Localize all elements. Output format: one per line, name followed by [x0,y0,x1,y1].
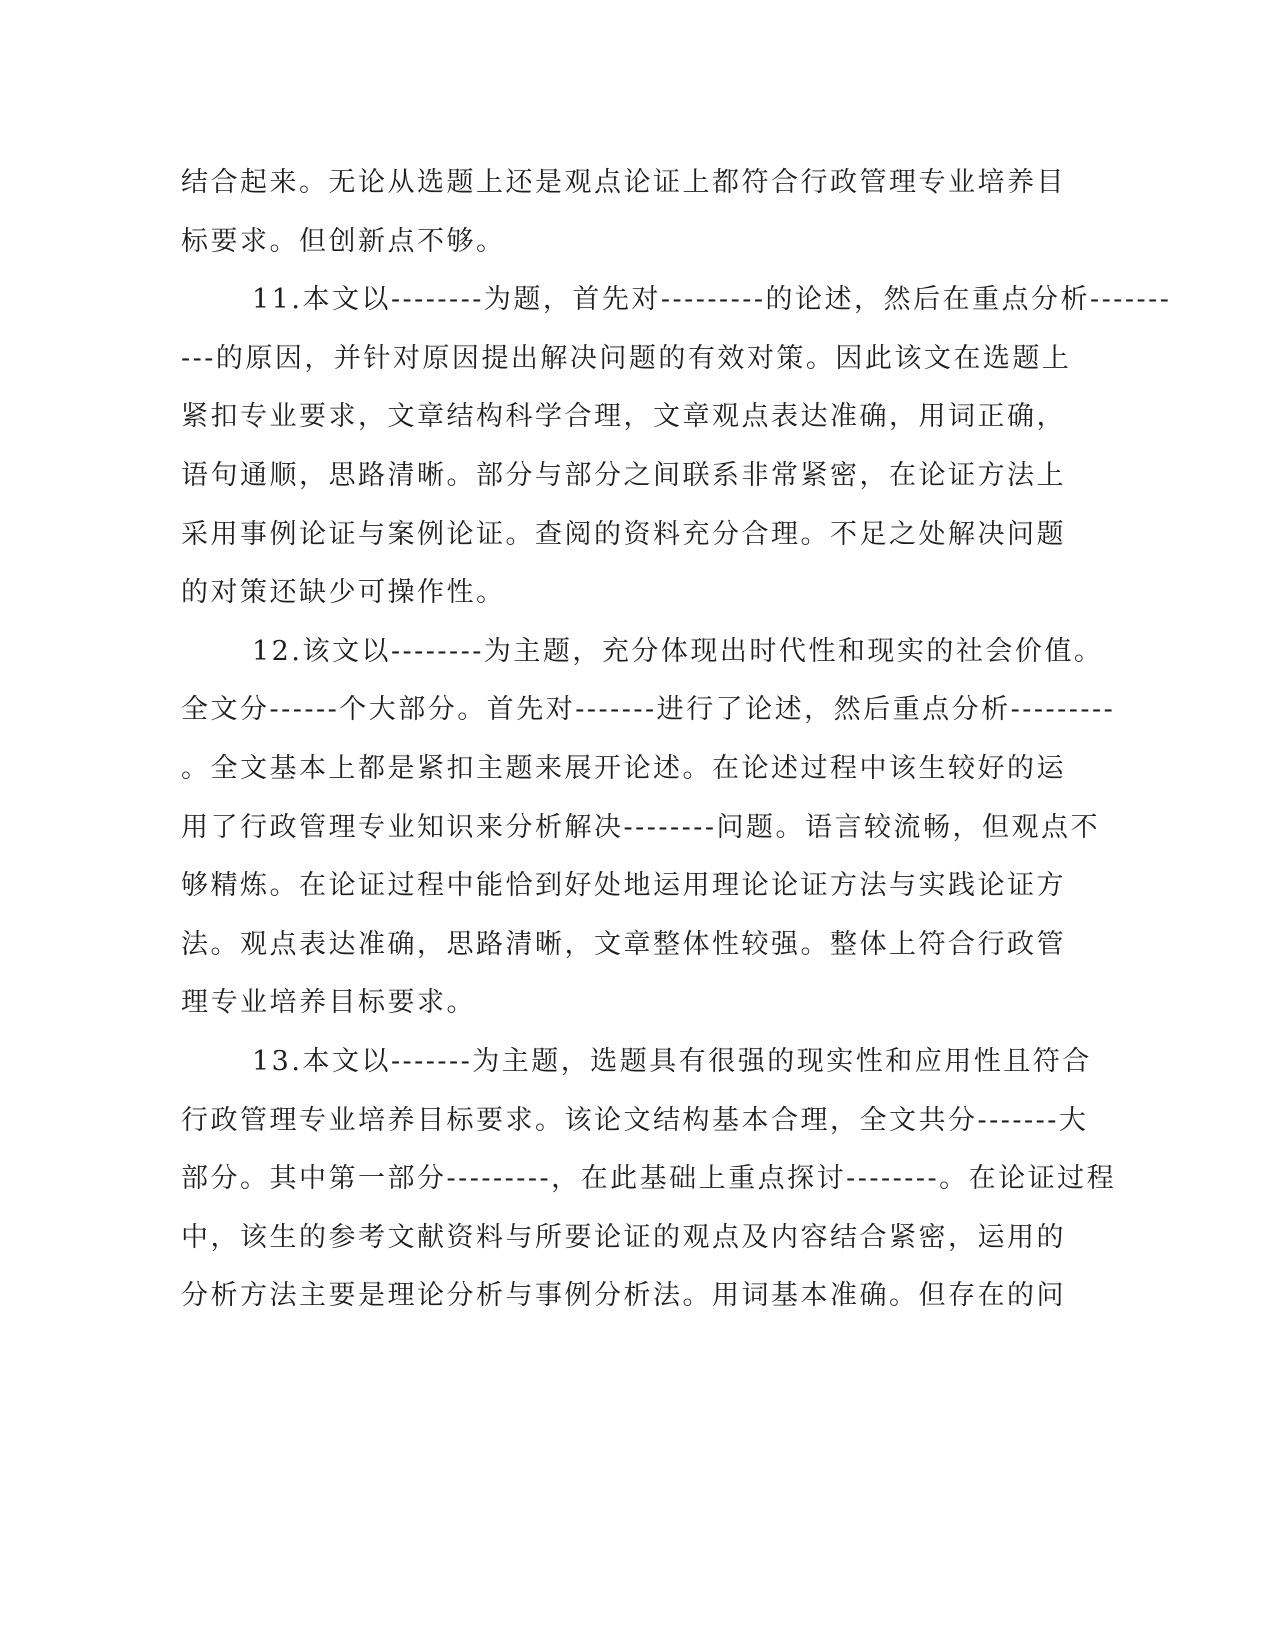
text-line: 采用事例论证与案例论证。查阅的资料充分合理。不足之处解决问题 [181,518,1066,550]
text-line: ---的原因，并针对原因提出解决问题的有效对策。因此该文在选题上 [181,342,1072,374]
text-line: 够精炼。在论证过程中能恰到好处地运用理论论证方法与实践论证方 [181,870,1066,902]
text-line: 用了行政管理专业知识来分析解决--------问题。语言较流畅，但观点不 [181,811,1100,843]
text-line: 理专业培养目标要求。 [181,987,476,1019]
text-line: 分析方法主要是理论分析与事例分析法。用词基本准确。但存在的问 [181,1280,1066,1312]
text-line: 法。观点表达准确，思路清晰，文章整体性较强。整体上符合行政管 [181,928,1066,960]
text-line: 的对策还缺少可操作性。 [181,577,506,609]
text-line: 结合起来。无论从选题上还是观点论证上都符合行政管理专业培养目 [181,167,1066,198]
text-line: 中，该生的参考文献资料与所要论证的观点及内容结合紧密，运用的 [181,1221,1066,1253]
text-line: 行政管理专业培养目标要求。该论文结构基本合理，全文共分-------大 [181,1104,1089,1136]
text-line: 部分。其中第一部分---------，在此基础上重点探讨--------。在论证过程 [181,1163,1117,1195]
text-line: 。全文基本上都是紧扣主题来展开论述。在论述过程中该生较好的运 [181,752,1066,784]
text-line: 语句通顺，思路清晰。部分与部分之间联系非常紧密，在论证方法上 [181,459,1066,491]
text-line: 全文分------个大部分。首先对-------进行了论述，然后重点分析--------- [181,694,1116,726]
paragraph-13-first-line: 13.本文以-------为主题，选题具有很强的现实性和应用性且符合 [252,1045,1092,1077]
paragraph-12-first-line: 12.该文以--------为主题，充分体现出时代性和现实的社会价值。 [252,635,1104,667]
paragraph-11-first-line: 11.本文以--------为题，首先对---------的论述，然后在重点分析------- [252,284,1172,316]
text-line: 紧扣专业要求，文章结构科学合理，文章观点表达准确，用词正确， [181,401,1066,433]
text-line: 标要求。但创新点不够。 [181,225,506,257]
document-body [181,160,1172,1332]
